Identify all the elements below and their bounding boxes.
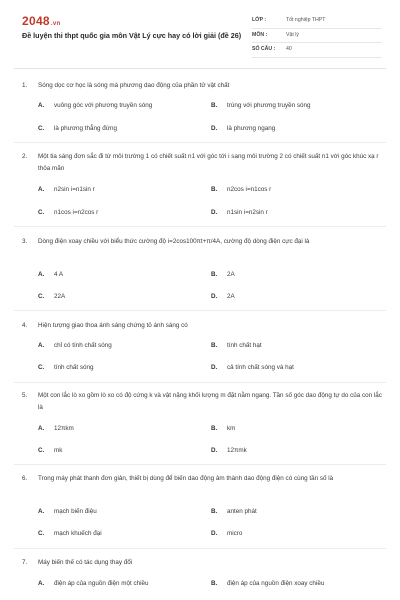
option-text: n1sin i=n2sin r (227, 209, 268, 216)
question-stem (22, 236, 382, 248)
question-number: 4. (22, 322, 28, 329)
question-stem (22, 473, 382, 485)
site-logo[interactable]: 2048.vn (22, 14, 61, 28)
option-letter: C. (38, 364, 45, 371)
question-separator (14, 226, 386, 227)
option-letter: B. (211, 425, 218, 432)
option-text: 22A (54, 293, 66, 300)
question-stem (22, 557, 382, 569)
option-text: mk (54, 447, 63, 454)
option-text: tính chất sóng (54, 364, 94, 371)
option-letter: B. (211, 580, 218, 587)
meta-value: Vật lý (286, 31, 299, 38)
meta-row-subject (252, 29, 382, 44)
question-number: 2. (22, 153, 28, 160)
question-text: Một tia sáng đơn sắc đi từ môi trường 1 có chiết suất n1 với góc tới i sang môi trường 2 có chiết suất n1 với góc khúc xạ r thỏa mãn (38, 153, 379, 172)
option-text: km (227, 425, 236, 432)
option-letter: D. (211, 209, 218, 216)
meta-value: Tốt nghiệp THPT (286, 17, 326, 23)
option-text: là phương thẳng đứng (54, 125, 117, 132)
option-text: điện áp của nguồn điện một chiều (54, 580, 149, 587)
option-text: cả tính chất sóng và hạt (227, 364, 294, 371)
option-letter: B. (211, 271, 218, 278)
question-text: Sóng dọc cơ học là sóng mà phương dao động của phần tử vật chất (38, 82, 230, 89)
option-letter: C. (38, 125, 45, 132)
meta-label: LỚP : (252, 17, 267, 23)
option-letter: B. (211, 186, 218, 193)
option-text: n2cos i=n1cos r (227, 186, 272, 193)
option-text: mạch khuếch đại (54, 530, 102, 537)
document-header (0, 0, 400, 66)
question-text: Một con lắc lò xo gồm lò xo có độ cứng k và vật nặng khối lượng m đặt nằm ngang. Tần số góc dao động tự do của con lắc là (38, 392, 382, 411)
meta-label: MÔN : (252, 31, 268, 38)
option-letter: D. (211, 530, 218, 537)
option-text: 12πmk (227, 447, 247, 454)
question-text: Hiện tượng giao thoa ánh sáng chứng tỏ ánh sáng có (38, 322, 188, 329)
option-letter: A. (38, 425, 45, 432)
option-letter: A. (38, 271, 45, 278)
option-text: 2A (227, 293, 235, 300)
question-number: 6. (22, 475, 28, 482)
option-text: vuông góc với phương truyền sóng (54, 102, 153, 109)
logo-suffix: .vn (50, 21, 61, 27)
option-text: mạch biến điệu (54, 508, 97, 515)
option-text: n1cos i=n2cos r (54, 209, 99, 216)
option-letter: D. (211, 125, 218, 132)
option-letter: C. (38, 293, 45, 300)
question-separator (14, 464, 386, 465)
option-letter: D. (211, 364, 218, 371)
option-text: trùng với phương truyền sóng (227, 102, 311, 109)
document-title: Đề luyện thi thpt quốc gia môn Vật Lý cực hay có lời giải (đề 26) (22, 31, 242, 40)
option-text: là phương ngang (227, 125, 276, 132)
option-letter: B. (211, 508, 218, 515)
option-text: tính chất hạt (227, 342, 262, 349)
question-number: 7. (22, 559, 28, 566)
option-letter: A. (38, 102, 45, 109)
option-letter: C. (38, 209, 45, 216)
option-letter: D. (211, 293, 218, 300)
question-stem (22, 151, 382, 175)
option-letter: D. (211, 447, 218, 454)
option-text: chỉ có tính chất sóng (54, 342, 112, 349)
question-stem (22, 80, 382, 92)
option-letter: A. (38, 580, 45, 587)
question-separator (14, 142, 386, 143)
question-text: Trong máy phát thanh đơn giản, thiết bị dùng để biến dao động âm thành dao động điện có cùng tần số là (38, 475, 334, 482)
question-separator (14, 548, 386, 549)
meta-label: SỐ CÂU : (252, 46, 276, 52)
question-text: Máy biến thế có tác dụng thay đổi (38, 559, 133, 566)
option-text: n2sin i=n1sin r (54, 186, 95, 193)
option-letter: B. (211, 342, 218, 349)
option-text: micro (227, 530, 243, 537)
option-text: anten phát (227, 508, 257, 515)
option-text: điện áp của nguồn điện xoay chiều (227, 580, 325, 587)
header-divider (14, 68, 386, 69)
question-separator (14, 382, 386, 383)
question-stem (22, 390, 382, 414)
option-text: 12πkm (54, 425, 74, 432)
option-text: 4 A (54, 271, 64, 278)
question-number: 5. (22, 392, 28, 399)
question-separator (14, 310, 386, 311)
question-stem (22, 320, 382, 332)
question-number: 1. (22, 82, 28, 89)
meta-value: 40 (286, 46, 292, 52)
option-text: 2A (227, 271, 235, 278)
option-letter: C. (38, 530, 45, 537)
exam-meta (252, 14, 382, 58)
option-letter: B. (211, 102, 218, 109)
option-letter: A. (38, 186, 45, 193)
question-number: 3. (22, 238, 28, 245)
meta-row-count (252, 43, 382, 58)
option-letter: C. (38, 447, 45, 454)
option-letter: A. (38, 342, 45, 349)
option-letter: A. (38, 508, 45, 515)
meta-row-grade (252, 14, 382, 29)
question-text: Dòng điện xoay chiều với biểu thức cường độ i=2cos100πt+π/4A, cường độ dòng điện cực đại là (38, 238, 310, 245)
